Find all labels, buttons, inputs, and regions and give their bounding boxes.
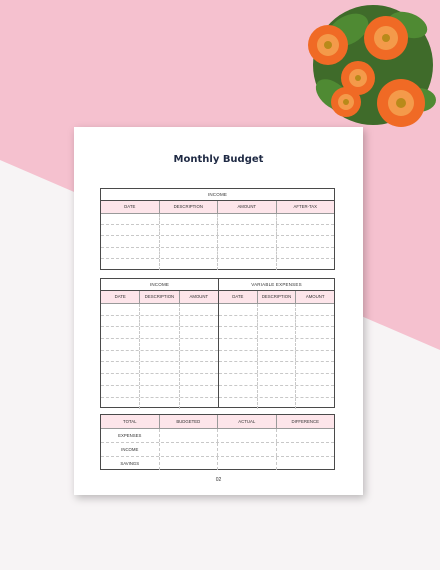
variable-expenses-table [218,278,335,408]
table-row [219,374,334,386]
page-number: 02 [215,477,222,483]
row-label: SAVINGS [101,457,160,470]
table-row [219,362,334,374]
column-header: AMOUNT [305,294,325,299]
column-header: DATE [101,201,160,213]
table-row [101,214,334,225]
summary-row-expenses [101,429,334,443]
income-small-heading: INCOME [101,279,218,291]
column-header: DESCRIPTION [258,291,297,303]
summary-row-savings [101,457,334,470]
column-header: AFTER-TAX [293,204,318,209]
table-row [219,304,334,316]
column-header: DATE [219,291,258,303]
income-table-header-row [101,201,334,214]
variable-expenses-header-row [219,291,334,304]
table-row [219,316,334,328]
income-small-body [101,304,218,409]
page-title: Monthly Budget [173,154,264,165]
column-header: DIFFERENCE [291,419,319,424]
table-row [101,362,218,374]
table-row [219,386,334,398]
table-row [101,327,218,339]
flower-pot-image [298,0,440,135]
income-small-table [100,278,219,408]
table-row [101,225,334,236]
column-header: AMOUNT [189,294,209,299]
column-header: DESCRIPTION [140,291,179,303]
table-row [101,236,334,247]
column-header: AMOUNT [218,201,277,213]
income-table-heading: INCOME [101,189,334,201]
budget-page [74,127,363,495]
table-row [101,374,218,386]
table-row [101,248,334,259]
column-header: DESCRIPTION [160,201,219,213]
row-label: INCOME [101,443,160,456]
variable-expenses-heading: VARIABLE EXPENSES [219,279,334,291]
table-row [101,339,218,351]
income-table-body [101,214,334,270]
table-row [219,351,334,363]
summary-table [100,414,335,470]
variable-expenses-body [219,304,334,409]
income-table [100,188,335,270]
summary-row-income [101,443,334,457]
table-row [101,398,218,410]
table-row [101,304,218,316]
table-row [101,386,218,398]
summary-header-row [101,415,334,429]
row-label: EXPENSES [101,429,160,442]
income-small-header-row [101,291,218,304]
table-row [219,327,334,339]
column-header: TOTAL [101,415,160,428]
column-header: BUDGETED [160,415,219,428]
table-row [219,398,334,410]
table-row [101,316,218,328]
table-row [219,339,334,351]
table-row [101,351,218,363]
table-row [101,259,334,270]
column-header: DATE [101,291,140,303]
column-header: ACTUAL [218,415,277,428]
